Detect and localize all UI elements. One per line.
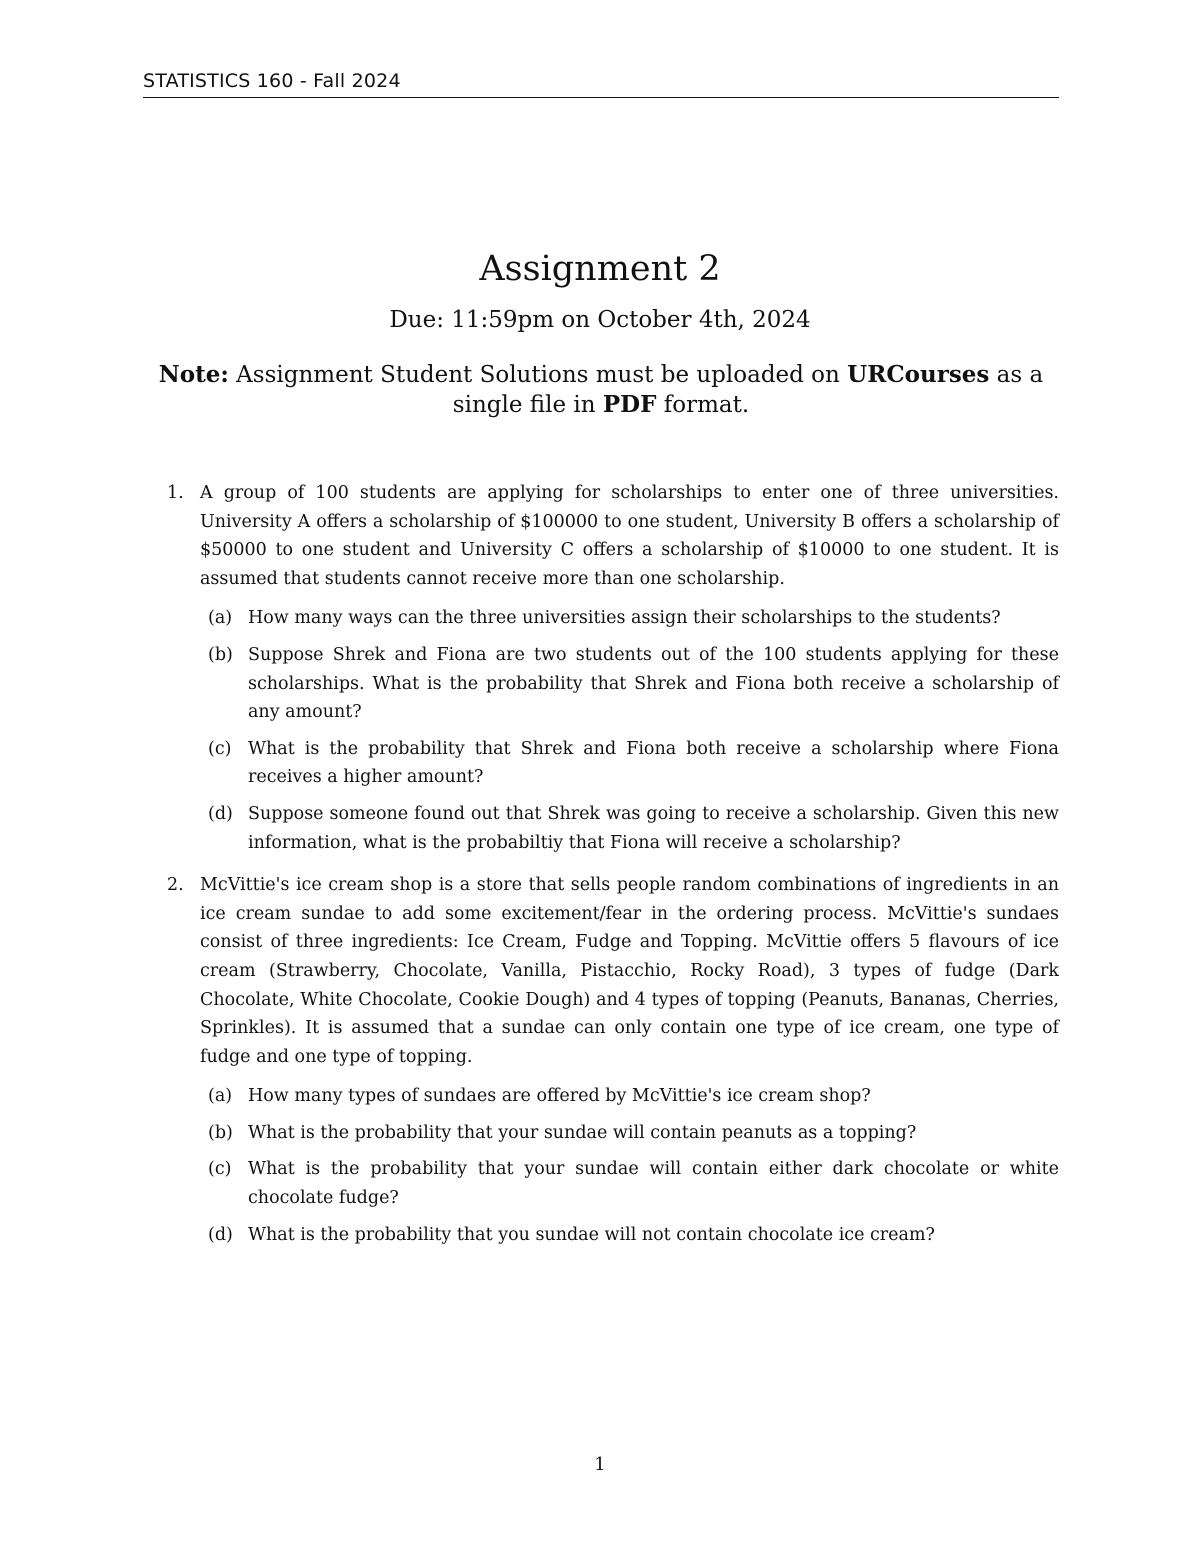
question-part — [200, 1221, 1059, 1250]
question-1 — [143, 479, 1059, 857]
part-text: How many ways can the three universities assign their scholarships to the students? — [248, 608, 1001, 629]
part-label: (b) — [208, 1122, 233, 1143]
part-label: (d) — [208, 1224, 233, 1245]
part-label: (a) — [208, 608, 233, 629]
note-platform: URCourses — [847, 361, 990, 388]
page-number: 1 — [594, 1454, 606, 1475]
part-label: (c) — [208, 738, 232, 759]
question-part — [200, 735, 1059, 792]
question-part — [200, 604, 1059, 633]
question-part — [200, 641, 1059, 727]
question-2 — [143, 871, 1059, 1249]
part-text: Suppose someone found out that Shrek was going to receive a scholarship. Given this new information, what is the probabiltiy that Fiona will receive a scholarship? — [248, 803, 1059, 853]
part-label: (d) — [208, 803, 233, 824]
part-text: What is the probability that your sundae will contain either dark chocolate or white chocolate fudge? — [248, 1159, 1059, 1209]
note-text-2: as a single file in — [452, 362, 1044, 418]
question-number: 2. — [167, 875, 184, 896]
question-text: A group of 100 students are applying for scholarships to enter one of three universities. University A offers a scholarship of $100000 to one student, University B offers a scholarship of $50000 to one student and University C offers a scholarship of $10000 to one student. It is assumed that students cannot receive more than one scholarship. — [200, 483, 1059, 589]
note-label: Note: — [158, 361, 229, 388]
part-text: What is the probability that you sundae will not contain chocolate ice cream? — [248, 1224, 935, 1245]
question-part — [200, 1082, 1059, 1111]
part-text: How many types of sundaes are offered by McVittie's ice cream shop? — [248, 1086, 871, 1107]
running-header: STATISTICS 160 - Fall 2024 — [143, 70, 401, 92]
part-text: Suppose Shrek and Fiona are two students out of the 100 students applying for these scholarships. What is the probability that Shrek and Fiona both receive a scholarship of any amount? — [248, 644, 1059, 723]
question-parts — [200, 604, 1059, 857]
question-list — [143, 479, 1059, 1263]
due-date: Due: 11:59pm on October 4th, 2024 — [389, 307, 811, 333]
question-part — [200, 800, 1059, 857]
part-label: (c) — [208, 1159, 232, 1180]
question-parts — [200, 1082, 1059, 1249]
note-text-3: format. — [656, 392, 750, 418]
question-part — [200, 1155, 1059, 1212]
part-label: (b) — [208, 644, 233, 665]
part-text: What is the probability that your sundae will contain peanuts as a topping? — [248, 1122, 917, 1143]
question-number: 1. — [167, 483, 184, 503]
header-rule — [143, 97, 1059, 98]
note-text-1: Assignment Student Solutions must be uploaded on — [228, 362, 848, 388]
document-title: Assignment 2 — [479, 249, 721, 290]
submission-note — [143, 360, 1059, 420]
question-part — [200, 1119, 1059, 1148]
question-text: McVittie's ice cream shop is a store that sells people random combinations of ingredients in an ice cream sundae to add some excitement/fear in the ordering process. McVittie's sundaes consist of three ingredients: Ice Cream, Fudge and Topping. McVittie offers 5 flavours of ice cream (Strawberry, Chocolate, Vanilla, Pistacchio, Rocky Road), 3 types of fudge (Dark Chocolate, White Chocolate, Cookie Dough) and 4 types of topping (Peanuts, Bananas, Cherries, Sprinkles). It is assumed that a sundae can only contain one type of ice cream, one type of fudge and one type of topping. — [200, 875, 1059, 1067]
part-text: What is the probability that Shrek and Fiona both receive a scholarship where Fiona receives a higher amount? — [248, 738, 1059, 788]
note-format: PDF — [602, 391, 657, 418]
part-label: (a) — [208, 1086, 233, 1107]
